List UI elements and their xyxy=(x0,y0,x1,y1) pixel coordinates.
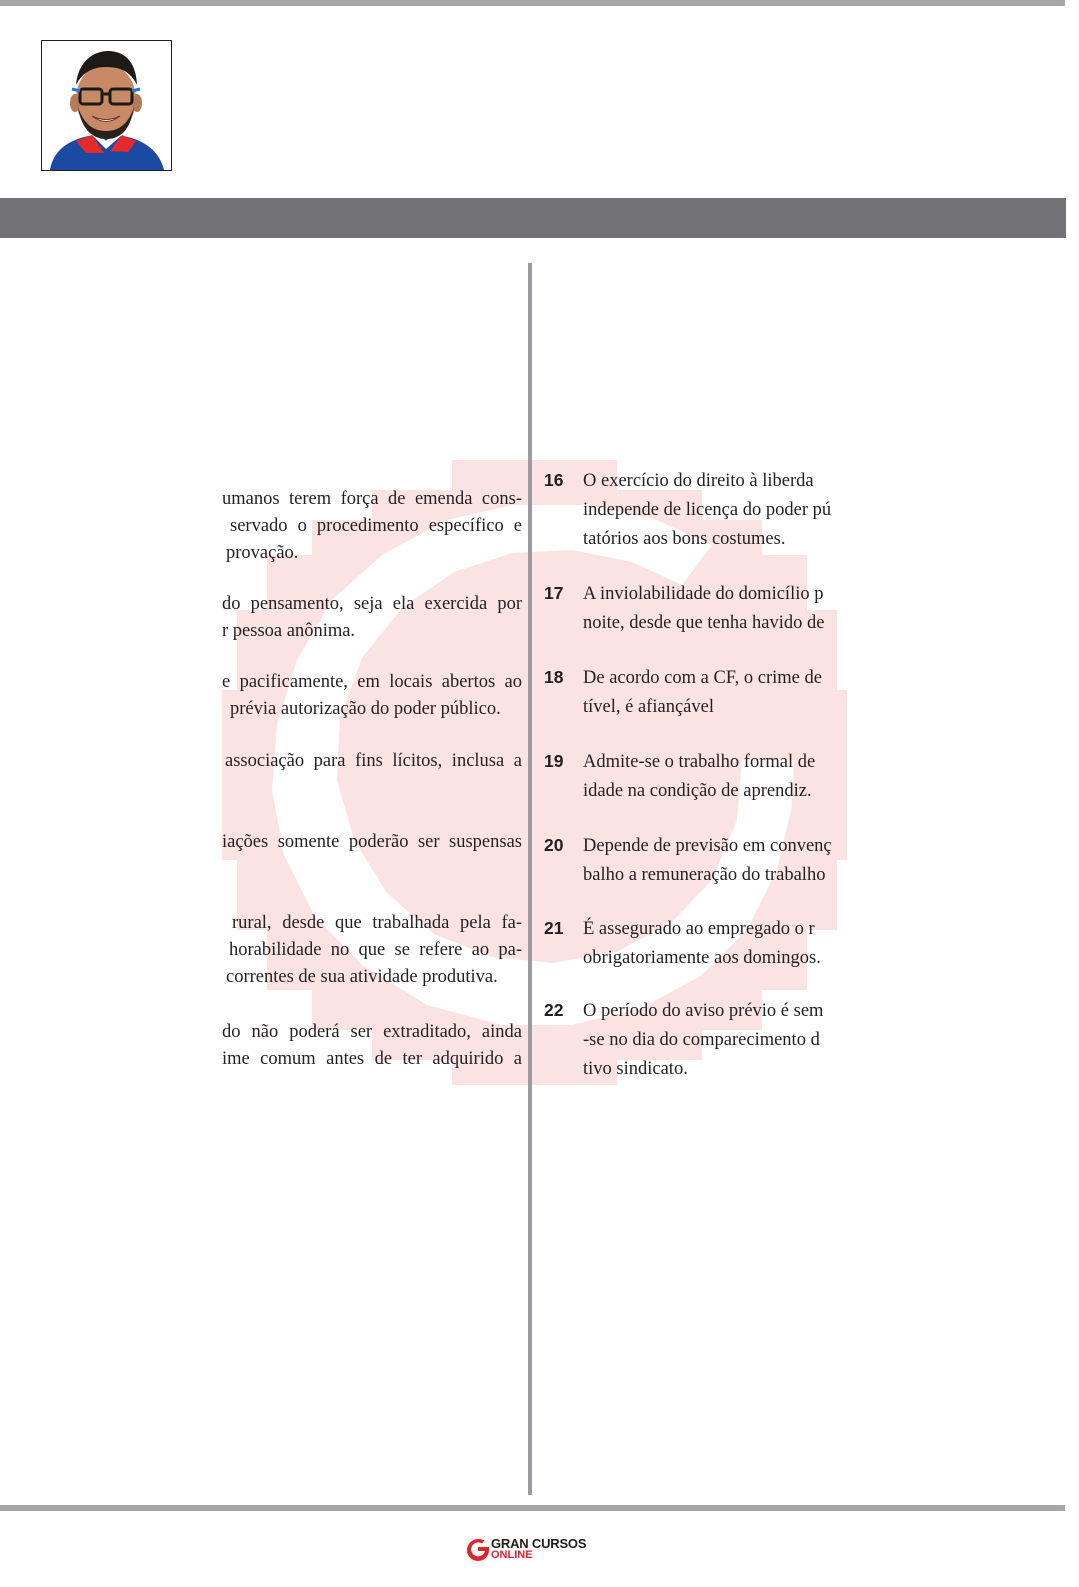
text-line: obrigatoriamente aos domingos. xyxy=(583,948,821,968)
text-line: umanos terem força de emenda cons- xyxy=(222,489,522,509)
text-line: horabilidade no que se refere ao pa- xyxy=(229,940,522,960)
text-line: do não poderá ser extraditado, ainda xyxy=(222,1022,522,1042)
text-line: e pacificamente, em locais abertos ao xyxy=(222,672,522,692)
top-rule xyxy=(0,0,1065,6)
text-line: associação para fins lícitos, inclusa a xyxy=(225,751,522,771)
text-line: rural, desde que trabalhada pela fa- xyxy=(232,913,522,933)
question-text xyxy=(583,580,845,638)
text-line: prévia autorização do poder público. xyxy=(230,699,501,719)
left-paragraph xyxy=(222,910,522,991)
text-line: iações somente poderão ser suspensas xyxy=(222,832,522,852)
question-number: 16 xyxy=(544,470,564,490)
text-line: idade na condição de aprendiz. xyxy=(583,781,812,801)
text-line: Depende de previsão em convenç xyxy=(583,836,832,856)
text-line: Admite-se o trabalho formal de xyxy=(583,752,816,772)
question-number: 20 xyxy=(544,835,564,855)
question-text xyxy=(583,664,845,722)
text-line: O período do aviso prévio é sem xyxy=(583,1001,824,1021)
bottom-rule xyxy=(0,1505,1065,1511)
gran-logo-icon xyxy=(466,1537,490,1563)
left-paragraph xyxy=(222,486,522,567)
left-paragraph xyxy=(222,669,522,723)
text-line: servado o procedimento específico e xyxy=(230,516,522,536)
text-line: provação. xyxy=(226,543,299,563)
question-number: 19 xyxy=(544,751,564,771)
text-line: A inviolabilidade do domicílio p xyxy=(583,584,824,604)
question-number: 22 xyxy=(544,1000,564,1020)
text-line: ime comum antes de ter adquirido a xyxy=(222,1049,522,1069)
text-line: independe de licença do poder pú xyxy=(583,500,832,520)
logo-text-secondary: ONLINE xyxy=(491,1549,533,1561)
text-line: De acordo com a CF, o crime de xyxy=(583,668,822,688)
text-line: tivo sindicato. xyxy=(583,1059,688,1079)
left-paragraph xyxy=(222,829,522,856)
text-line: tível, é afiançável xyxy=(583,697,714,717)
question-text xyxy=(583,915,845,973)
text-line: É assegurado ao empregado o r xyxy=(583,919,815,939)
left-paragraph xyxy=(222,748,522,775)
question-text xyxy=(583,467,845,554)
header-band xyxy=(0,198,1066,238)
text-line: balho a remuneração do trabalho xyxy=(583,865,826,885)
question-number: 17 xyxy=(544,583,564,603)
question-text xyxy=(583,748,845,806)
text-line: O exercício do direito à liberda xyxy=(583,471,814,491)
left-paragraph xyxy=(222,591,522,645)
question-number: 18 xyxy=(544,667,564,687)
text-line: r pessoa anônima. xyxy=(222,621,356,641)
column-divider xyxy=(528,263,532,1495)
text-line: noite, desde que tenha havido de xyxy=(583,613,825,633)
text-line: -se no dia do comparecimento d xyxy=(583,1030,820,1050)
question-text xyxy=(583,997,845,1084)
left-paragraph xyxy=(222,1019,522,1073)
text-line: correntes de sua atividade produtiva. xyxy=(226,967,498,987)
gran-cursos-logo xyxy=(466,1535,606,1565)
author-photo xyxy=(41,40,172,171)
logo-text-primary: GRAN CURSOS xyxy=(491,1536,587,1551)
text-line: do pensamento, seja ela exercida por xyxy=(222,594,522,614)
question-number: 21 xyxy=(544,918,564,938)
text-line: tatórios aos bons costumes. xyxy=(583,529,786,549)
question-text xyxy=(583,832,845,890)
